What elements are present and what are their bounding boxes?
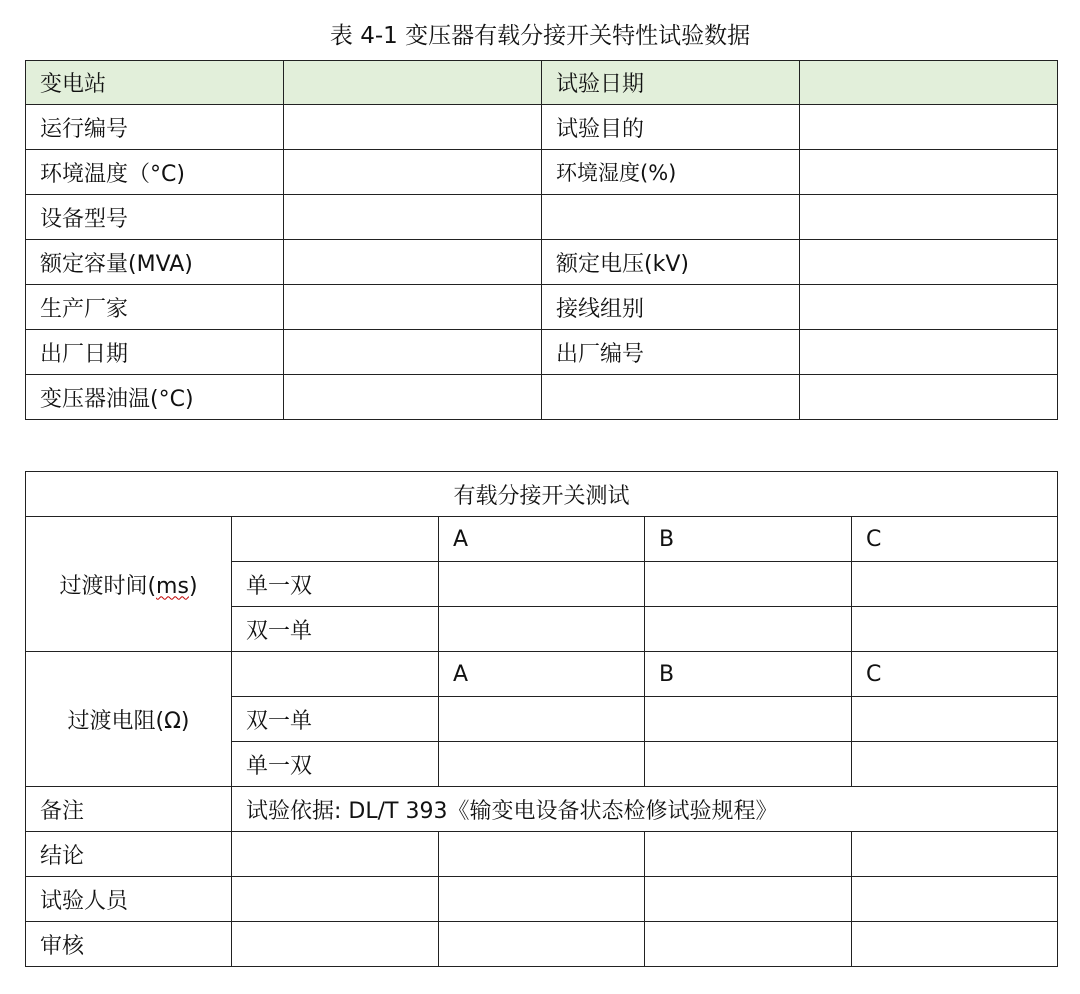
label-ambient-humidity: 环境湿度(%) [542,150,800,195]
conclusion-value[interactable] [645,832,852,877]
time-value-b[interactable] [645,562,852,607]
table-row [26,375,1058,420]
label-serial-number: 出厂编号 [542,330,800,375]
phase-header-b: B [645,652,852,697]
value-oil-temperature[interactable] [284,375,542,420]
transition-time-unit: ms [156,573,189,599]
time-value-b[interactable] [645,607,852,652]
table-row [26,832,1058,877]
empty-value-cell[interactable] [800,375,1058,420]
label-oil-temperature: 变压器油温(°C) [26,375,284,420]
resistance-value-c[interactable] [852,697,1058,742]
empty-cell [232,517,439,562]
table-row [26,240,1058,285]
transition-resistance-label: 过渡电阻(Ω) [26,652,232,787]
tester-value[interactable] [439,877,645,922]
resistance-value-c[interactable] [852,742,1058,787]
table-row [26,472,1058,517]
direction-label: 双一单 [232,607,439,652]
table-row [26,150,1058,195]
table-row [26,877,1058,922]
empty-label-cell [542,375,800,420]
label-substation: 变电站 [26,61,284,105]
conclusion-value[interactable] [439,832,645,877]
value-substation[interactable] [284,61,542,105]
transition-time-label-suffix: ) [188,573,198,599]
label-rated-voltage: 额定电压(kV) [542,240,800,285]
value-manufacturer[interactable] [284,285,542,330]
remarks-text: 试验依据: DL/T 393《输变电设备状态检修试验规程》 [232,787,1058,832]
time-value-c[interactable] [852,562,1058,607]
value-rated-capacity[interactable] [284,240,542,285]
transition-time-label-prefix: 过渡时间( [59,573,157,599]
phase-header-b: B [645,517,852,562]
value-rated-voltage[interactable] [800,240,1058,285]
reviewer-value[interactable] [439,922,645,967]
value-test-purpose[interactable] [800,105,1058,150]
empty-cell [232,652,439,697]
resistance-value-b[interactable] [645,742,852,787]
test-table-title: 有载分接开关测试 [26,472,1058,517]
table-caption: 表 4-1 变压器有载分接开关特性试验数据 [329,23,751,49]
phase-header-a: A [439,652,645,697]
table-row [26,652,1058,697]
value-connection-group[interactable] [800,285,1058,330]
table-row [26,61,1058,105]
transition-time-label [26,517,232,652]
time-value-a[interactable] [439,562,645,607]
conclusion-label: 结论 [26,832,232,877]
remarks-label: 备注 [26,787,232,832]
table-row [26,105,1058,150]
value-equipment-model[interactable] [284,195,542,240]
empty-value-cell[interactable] [800,195,1058,240]
empty-label-cell [542,195,800,240]
conclusion-value[interactable] [232,832,439,877]
value-serial-number[interactable] [800,330,1058,375]
label-rated-capacity: 额定容量(MVA) [26,240,284,285]
tester-value[interactable] [645,877,852,922]
label-equipment-model: 设备型号 [26,195,284,240]
value-ambient-temperature[interactable] [284,150,542,195]
label-test-purpose: 试验目的 [542,105,800,150]
table-row [26,285,1058,330]
resistance-value-a[interactable] [439,697,645,742]
tester-value[interactable] [232,877,439,922]
table-row [26,922,1058,967]
conclusion-value[interactable] [852,832,1058,877]
reviewer-value[interactable] [232,922,439,967]
time-value-a[interactable] [439,607,645,652]
label-ambient-temperature: 环境温度（°C) [26,150,284,195]
reviewer-label: 审核 [26,922,232,967]
resistance-value-a[interactable] [439,742,645,787]
direction-label: 双一单 [232,697,439,742]
table-row [26,195,1058,240]
phase-header-c: C [852,652,1058,697]
tap-changer-test-table [25,471,1058,967]
label-manufacture-date: 出厂日期 [26,330,284,375]
phase-header-a: A [439,517,645,562]
label-test-date: 试验日期 [542,61,800,105]
table-row [26,330,1058,375]
reviewer-value[interactable] [852,922,1058,967]
direction-label: 单一双 [232,562,439,607]
equipment-info-table [25,60,1058,420]
table-row [26,517,1058,562]
value-test-date[interactable] [800,61,1058,105]
tester-label: 试验人员 [26,877,232,922]
resistance-value-b[interactable] [645,697,852,742]
table-row [26,787,1058,832]
reviewer-value[interactable] [645,922,852,967]
value-operation-number[interactable] [284,105,542,150]
direction-label: 单一双 [232,742,439,787]
label-operation-number: 运行编号 [26,105,284,150]
value-manufacture-date[interactable] [284,330,542,375]
phase-header-c: C [852,517,1058,562]
label-connection-group: 接线组别 [542,285,800,330]
label-manufacturer: 生产厂家 [26,285,284,330]
tester-value[interactable] [852,877,1058,922]
value-ambient-humidity[interactable] [800,150,1058,195]
time-value-c[interactable] [852,607,1058,652]
